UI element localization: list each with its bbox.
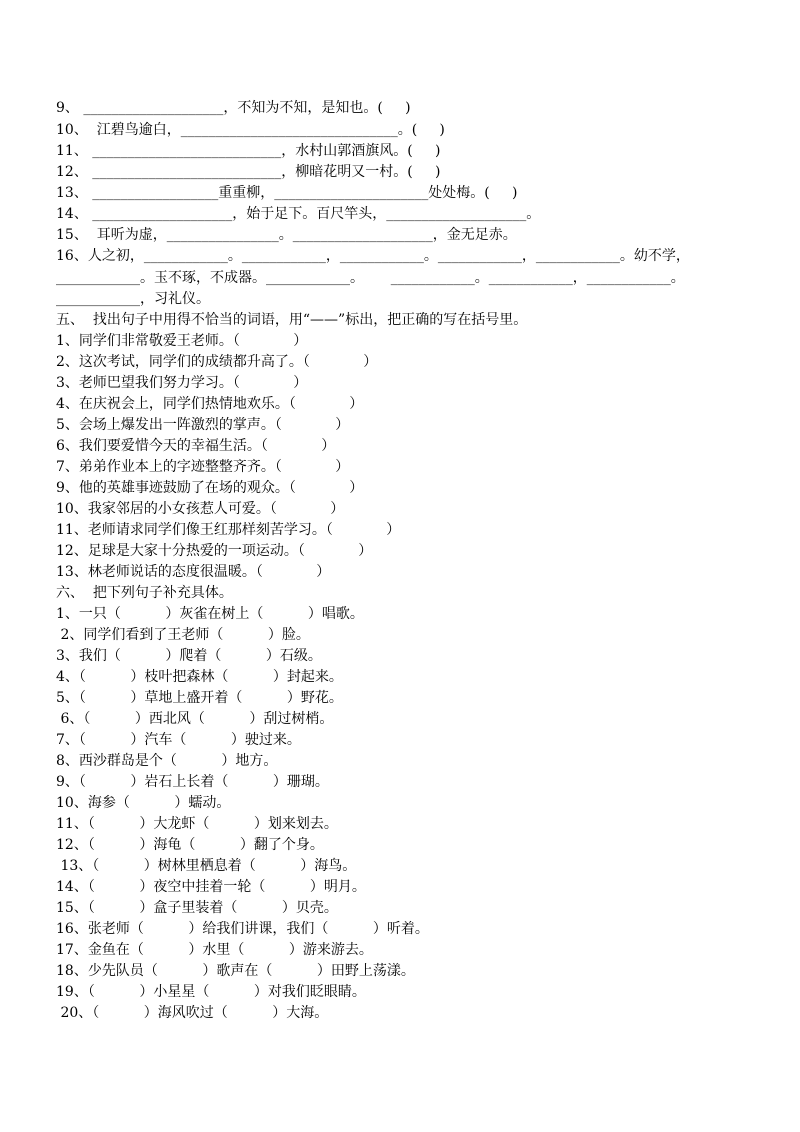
correction-item: 5、会场上爆发出一阵激烈的掌声。（ ） <box>56 417 350 433</box>
poem-fill-line-9: 9、 ____________________，不知为不知，是知也。( ) <box>56 100 411 116</box>
section-5-heading: 五、 找出句子中用得不恰当的词语，用“——”标出，把正确的写在括号里。 <box>56 312 528 328</box>
correction-item: 4、在庆祝会上，同学们热情地欢乐。（ ） <box>56 396 364 412</box>
correction-item: 1、同学们非常敬爱王老师。（ ） <box>56 333 308 349</box>
expand-sentence-item: 17、金鱼在（ ）水里（ ）游来游去。 <box>56 942 373 958</box>
correction-item: 2、这次考试，同学们的成绩都升高了。（ ） <box>56 354 378 370</box>
poem-fill-line-12: 12、 ___________________________，柳暗花明又一村。( ) <box>56 164 441 180</box>
correction-item: 3、老师巴望我们努力学习。（ ） <box>56 375 308 391</box>
correction-item: 13、林老师说话的态度很温暖。（ ） <box>56 564 331 580</box>
expand-sentence-item: 8、西沙群岛是个（ ）地方。 <box>56 753 278 769</box>
poem-fill-line-16a: 16、人之初，____________。____________，____________。____________，____________。幼不学， <box>56 248 690 264</box>
correction-item: 11、老师请求同学们像王红那样刻苦学习。（ ） <box>56 522 401 538</box>
poem-fill-line-15: 15、 耳听为虚，________________。____________________，金无足赤。 <box>56 227 517 243</box>
expand-sentence-item: 5、（ ）草地上盛开着（ ）野花。 <box>56 690 343 706</box>
expand-sentence-item: 14、（ ）夜空中挂着一轮（ ）明月。 <box>56 879 366 895</box>
expand-sentence-item: 20、（ ）海风吹过（ ）大海。 <box>56 1005 329 1021</box>
expand-sentence-item: 16、张老师（ ）给我们讲课，我们（ ）听着。 <box>56 921 429 937</box>
expand-sentence-item: 7、（ ）汽车（ ）驶过来。 <box>56 732 301 748</box>
poem-fill-line-13: 13、 __________________重重柳，______________________处处梅。( ) <box>56 185 518 201</box>
correction-item: 7、弟弟作业本上的字迹整整齐齐。（ ） <box>56 459 350 475</box>
section-6-heading: 六、 把下列句子补充具体。 <box>56 585 233 601</box>
expand-sentence-item: 2、同学们看到了王老师（ ）脸。 <box>56 627 310 643</box>
poem-fill-line-16c: ____________，习礼仪。 <box>56 291 210 307</box>
correction-item: 9、他的英雄事迹鼓励了在场的观众。（ ） <box>56 480 364 496</box>
correction-item: 12、足球是大家十分热爱的一项运动。（ ） <box>56 543 373 559</box>
expand-sentence-item: 9、（ ）岩石上长着（ ）珊瑚。 <box>56 774 329 790</box>
expand-sentence-item: 13、（ ）树林里栖息着（ ）海鸟。 <box>56 858 357 874</box>
correction-item: 10、我家邻居的小女孩惹人可爱。（ ） <box>56 501 345 517</box>
expand-sentence-item: 3、我们（ ）爬着（ ）石级。 <box>56 648 322 664</box>
expand-sentence-item: 15、（ ）盒子里装着（ ）贝壳。 <box>56 900 338 916</box>
poem-fill-line-10: 10、 江碧鸟逾白，_______________________________。( ) <box>56 122 445 138</box>
expand-sentence-item: 6、（ ）西北风（ ）刮过树梢。 <box>56 711 334 727</box>
correction-item: 6、我们要爱惜今天的幸福生活。（ ） <box>56 438 336 454</box>
poem-fill-line-14: 14、 ____________________，始于足下。百尺竿头，____________________。 <box>56 206 541 222</box>
poem-fill-line-11: 11、 ___________________________，水村山郭酒旗风。( ) <box>56 143 441 159</box>
expand-sentence-item: 11、（ ）大龙虾（ ）划来划去。 <box>56 816 338 832</box>
poem-fill-line-16b: ____________。玉不琢，不成器。____________。 ____________。____________，____________。 <box>56 270 685 286</box>
expand-sentence-item: 19、（ ）小星星（ ）对我们眨眼睛。 <box>56 984 366 1000</box>
expand-sentence-item: 18、少先队员（ ）歌声在（ ）田野上荡漾。 <box>56 963 415 979</box>
expand-sentence-item: 4、（ ）枝叶把森林（ ）封起来。 <box>56 669 343 685</box>
expand-sentence-item: 12、（ ）海龟（ ）翻了个身。 <box>56 837 324 853</box>
expand-sentence-item: 1、一只（ ）灰雀在树上（ ）唱歌。 <box>56 606 364 622</box>
expand-sentence-item: 10、海参（ ）蠕动。 <box>56 795 231 811</box>
